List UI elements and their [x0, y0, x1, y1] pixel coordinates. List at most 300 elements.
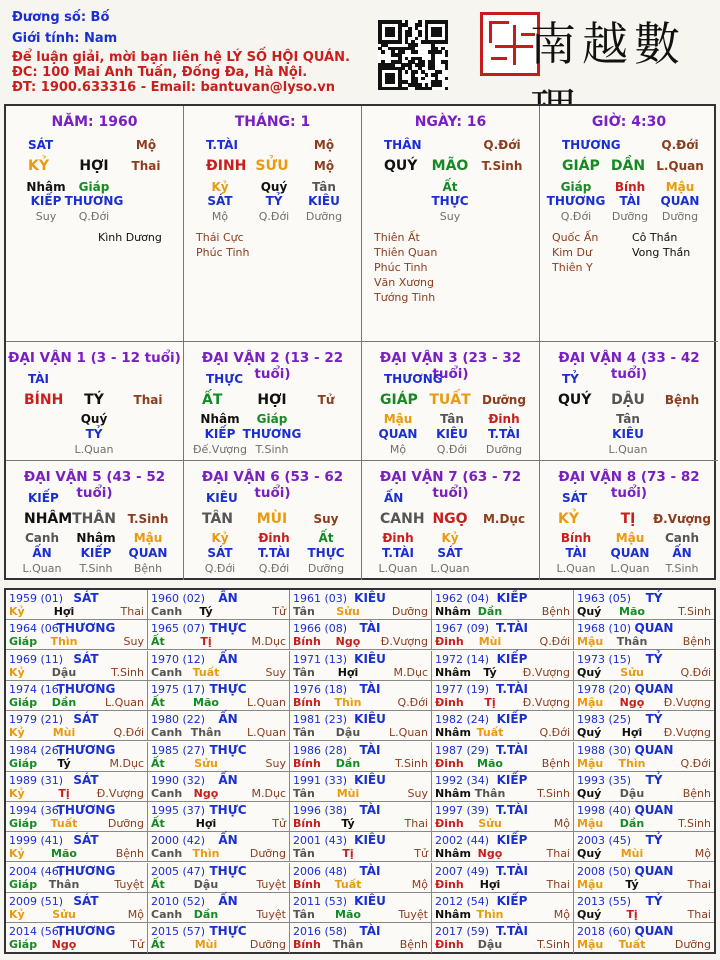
year-cell [148, 832, 290, 862]
year-label: 2011 (53) [293, 895, 348, 908]
hidden-stem: Nhâm [200, 412, 240, 426]
year-stage: Q.Đới [539, 635, 570, 649]
year-cell [432, 863, 574, 893]
year-chi: Mùi [620, 847, 644, 861]
year-chi: Mão [477, 756, 503, 770]
hidden-god: KIẾP [80, 546, 112, 560]
year-chi: Tý [483, 665, 497, 679]
year-cell [290, 651, 432, 681]
hidden-stage: T.Sinh [255, 443, 289, 456]
star-item: Vong Thần [632, 246, 691, 259]
pillar-title: THÁNG: 1 [234, 114, 311, 130]
hidden-stem: Mậu [383, 412, 413, 426]
four-pillars-grid [4, 104, 716, 580]
year-can: Mậu [577, 756, 604, 770]
year-chi: Tý [625, 877, 639, 891]
year-god: T.TÀI [496, 681, 528, 696]
dai-van-can: QUÝ [558, 392, 592, 408]
year-can: Nhâm [435, 786, 471, 800]
year-label: 2008 (50) [577, 864, 632, 878]
year-god: ẤN [218, 712, 238, 727]
year-label: 1993 (35) [577, 773, 632, 787]
year-cell [6, 923, 148, 953]
year-label: 1980 (22) [151, 713, 206, 727]
year-label: 1961 (03) [293, 592, 348, 605]
year-chi: Dậu [477, 938, 503, 952]
hidden-stem: Quý [80, 412, 108, 426]
hidden-stage: L.Quan [22, 562, 62, 575]
year-chi: Tuất [618, 938, 646, 952]
year-chi: Thìn [50, 635, 78, 649]
year-chi: Tị [200, 635, 212, 649]
year-can: Nhâm [435, 605, 471, 618]
hidden-stem: Canh [665, 531, 699, 545]
year-label: 1996 (38) [293, 804, 348, 818]
year-god: KIÊU [354, 833, 386, 848]
year-label: 2006 (48) [293, 864, 348, 878]
pillar-can: ĐINH [206, 158, 247, 174]
star-item: Văn Xương [374, 276, 434, 289]
year-can: Quý [577, 726, 602, 740]
year-chi: Tý [199, 605, 213, 618]
year-god: SÁT [73, 651, 99, 666]
year-label: 1974 (16) [9, 682, 64, 696]
year-chi: Hợi [195, 817, 217, 831]
star-item: Thiên Y [552, 261, 593, 274]
dai-van-chi: NGỌ [432, 511, 468, 527]
year-chi: Thìn [192, 847, 220, 861]
year-chi: Ngọ [193, 786, 219, 800]
year-chi: Hợi [53, 605, 75, 618]
year-label: 1998 (40) [577, 804, 632, 818]
year-chi: Tị [484, 695, 496, 709]
hidden-god: QUAN [378, 427, 418, 441]
year-god: THƯƠNG [56, 742, 116, 757]
year-stage: Bệnh [682, 635, 711, 649]
year-stage: Tuyệt [256, 908, 286, 921]
year-can: Giáp [9, 938, 38, 952]
year-stage: Tử [272, 817, 286, 831]
year-cell [574, 651, 714, 681]
year-stage: Dưỡng [391, 605, 428, 618]
year-can: Ất [151, 817, 165, 831]
year-can: Nhâm [435, 726, 471, 740]
year-stage: Q.Đới [680, 665, 711, 679]
year-label: 1967 (09) [435, 622, 490, 636]
dai-van-chi: TỊ [620, 511, 636, 527]
year-can: Quý [577, 786, 602, 800]
year-god: ẤN [218, 833, 238, 848]
dai-van-stage: Thai [133, 393, 163, 407]
hidden-stem: Đinh [488, 412, 520, 426]
year-label: 2015 (57) [151, 925, 206, 939]
year-god: TỶ [645, 833, 663, 848]
year-stage: Đ.Vượng [663, 726, 711, 740]
year-can: Đinh [435, 695, 464, 709]
hidden-stem: Đinh [382, 531, 414, 545]
year-god: T.TÀI [496, 924, 528, 939]
hidden-stem: Quý [260, 180, 288, 194]
year-cell [574, 893, 714, 923]
hidden-god: THƯƠNG [546, 194, 606, 208]
dai-van-stage: M.Dục [482, 512, 526, 526]
dai-van-title: ĐẠI VẬN 7 (63 - 72 tuổi) [379, 469, 522, 501]
year-can: Kỷ [9, 605, 25, 618]
year-can: Mậu [577, 695, 604, 709]
hidden-stage: Q.Đới [78, 210, 110, 223]
year-god: QUAN [634, 621, 674, 636]
pillar-chi-extra: T.Sinh [481, 159, 523, 173]
year-chi: Mão [619, 605, 645, 618]
dai-van-can: GIÁP [380, 392, 418, 408]
year-can: Kỷ [9, 786, 25, 800]
year-can: Kỷ [9, 847, 25, 861]
year-label: 1986 (28) [293, 743, 348, 757]
year-label: 1973 (15) [577, 652, 632, 666]
year-chi: Tị [58, 786, 70, 800]
year-chi: Dậu [193, 877, 219, 891]
pillar-chi: MÃO [431, 158, 469, 174]
dai-van-stage: Đ.Vượng [653, 512, 711, 526]
year-god: THỰC [209, 681, 247, 696]
year-god: KIẾP [496, 651, 528, 666]
year-stage: Suy [407, 786, 428, 800]
year-can: Tân [293, 726, 315, 740]
year-stage: T.Sinh [537, 786, 570, 800]
hidden-stem: Ất [318, 531, 334, 545]
hidden-stage: Suy [439, 210, 461, 223]
year-cell [6, 863, 148, 893]
year-label: 1979 (21) [9, 713, 64, 727]
year-cell [6, 742, 148, 772]
hidden-stem: Tân [616, 412, 640, 426]
year-stage: Thai [404, 817, 428, 831]
year-chi: Sửu [620, 665, 644, 679]
year-god: THỰC [209, 803, 247, 818]
hidden-god: ẤN [32, 546, 52, 560]
hidden-god: THƯƠNG [64, 194, 124, 208]
year-label: 1977 (19) [435, 682, 490, 696]
hidden-stage: Mộ [211, 210, 229, 223]
dai-van-stage: Dưỡng [482, 393, 526, 407]
year-stage: Dưỡng [249, 938, 286, 952]
dai-van-chi: THÂN [72, 511, 116, 527]
hidden-stem: Bính [560, 531, 592, 545]
year-chi: Tuất [192, 665, 220, 679]
hidden-god: KIẾP [204, 427, 236, 441]
hidden-stem: Ất [442, 180, 458, 194]
year-cell [432, 893, 574, 923]
year-can: Quý [577, 665, 602, 679]
year-cell [574, 832, 714, 862]
year-god: THƯƠNG [56, 621, 116, 636]
year-label: 2002 (44) [435, 834, 490, 848]
hidden-stage: L.Quan [608, 443, 648, 456]
year-god: TÀI [359, 924, 381, 939]
year-can: Giáp [9, 695, 38, 709]
star-item: Tướng Tinh [374, 291, 436, 304]
hidden-god: T.TÀI [258, 546, 290, 560]
year-god: TỶ [645, 591, 663, 605]
hidden-stage: T.Sinh [79, 562, 113, 575]
year-label: 2010 (52) [151, 895, 206, 908]
dai-van-stage: Suy [313, 512, 339, 526]
year-god: TỶ [645, 894, 663, 908]
year-cell [6, 681, 148, 711]
year-label: 2007 (49) [435, 864, 490, 878]
dai-van-title: ĐẠI VẬN 6 (53 - 62 tuổi) [201, 469, 344, 501]
year-god: KIÊU [354, 591, 386, 605]
star-item: Kình Dương [98, 231, 162, 244]
year-can: Quý [577, 605, 602, 618]
year-can: Bính [293, 938, 321, 952]
hidden-stage: Q.Đới [436, 443, 468, 456]
year-cell [432, 590, 574, 620]
year-cell [432, 620, 574, 650]
dai-van-stage: T.Sinh [127, 512, 169, 526]
year-stage: Bệnh [541, 756, 570, 770]
year-god: KIÊU [354, 894, 386, 908]
dai-van-1 [6, 342, 184, 461]
year-cell [432, 923, 574, 953]
year-label: 1966 (08) [293, 622, 348, 636]
year-cell [148, 802, 290, 832]
contact-notice: Để luận giải, mời bạn liên hệ LÝ SỐ HỘI QUÁN. [12, 50, 350, 65]
hidden-stem: Tân [440, 412, 464, 426]
year-cell [574, 620, 714, 650]
dai-van-god: THƯƠNG [384, 372, 443, 386]
dai-van-title: ĐẠI VẬN 8 (73 - 82 tuổi) [558, 469, 700, 501]
year-can: Giáp [9, 877, 38, 891]
hidden-god: TÀI [619, 194, 641, 208]
star-item: Phúc Tinh [374, 261, 428, 274]
pillar-god-left: SÁT [28, 138, 54, 152]
year-chi: Thân [616, 635, 648, 649]
year-cell [432, 772, 574, 802]
pillar-title: GIỜ: 4:30 [591, 114, 667, 130]
year-chi: Hợi [621, 726, 643, 740]
year-chi: Dần [477, 605, 503, 618]
pillar-3 [362, 106, 540, 342]
year-stage: Đ.Vượng [522, 665, 570, 679]
dai-van-god: KIÊU [206, 491, 238, 505]
year-can: Đinh [435, 756, 464, 770]
year-stage: Mộ [553, 908, 570, 921]
year-stage: Q.Đới [539, 726, 570, 740]
year-chi: Tý [341, 817, 355, 831]
dai-van-title: ĐẠI VẬN 2 (13 - 22 tuổi) [201, 350, 344, 382]
year-chi: Tuất [50, 817, 78, 831]
year-cell [290, 711, 432, 741]
dai-van-can: CANH [380, 511, 425, 527]
dai-van-god: THỰC [206, 372, 244, 386]
pillar-god-left: THÂN [384, 138, 422, 152]
hidden-stem: Giáp [560, 180, 592, 194]
year-label: 2012 (54) [435, 895, 490, 908]
hidden-god: KIẾP [30, 194, 62, 208]
year-stage: M.Dục [251, 635, 286, 649]
year-cell [148, 742, 290, 772]
year-god: ẤN [218, 591, 238, 605]
year-cell [290, 923, 432, 953]
year-can: Giáp [9, 756, 38, 770]
year-label: 1992 (34) [435, 773, 490, 787]
year-god: SÁT [73, 833, 99, 848]
year-label: 2018 (60) [577, 925, 632, 939]
pillar-god-left: T.TÀI [206, 138, 238, 152]
year-stage: Dưỡng [107, 817, 144, 831]
year-label: 1995 (37) [151, 804, 206, 818]
year-chi: Dần [335, 756, 361, 770]
phone-email: ĐT: 1900.633316 - Email: bantuvan@lyso.vn [12, 80, 336, 95]
brand-logo: 南越數 [530, 17, 686, 71]
year-stage: Q.Đới [113, 726, 144, 740]
pillar-god-right: Q.Đới [483, 138, 521, 152]
year-god: SÁT [73, 591, 99, 605]
year-can: Ất [151, 635, 165, 649]
year-stage: T.Sinh [395, 756, 428, 770]
year-cell [148, 893, 290, 923]
subject-name: Đương số: Bố [12, 10, 110, 25]
year-can: Nhâm [435, 908, 471, 921]
year-god: QUAN [634, 681, 674, 696]
year-god: QUAN [634, 863, 674, 878]
dai-van-god: ẤN [384, 491, 404, 505]
year-stage: Tử [272, 605, 286, 618]
hidden-stage: L.Quan [74, 443, 114, 456]
annual-years-grid [4, 588, 716, 954]
hidden-stem: Tân [312, 180, 336, 194]
year-stage: T.Sinh [537, 938, 570, 952]
year-cell [6, 832, 148, 862]
hidden-god: QUAN [610, 546, 650, 560]
hidden-stem: Mậu [665, 180, 695, 194]
year-can: Quý [577, 847, 602, 861]
hidden-god: QUAN [128, 546, 168, 560]
year-can: Kỷ [9, 665, 25, 679]
hidden-god: THỰC [431, 194, 469, 208]
year-cell [432, 681, 574, 711]
year-god: QUAN [634, 742, 674, 757]
year-label: 1982 (24) [435, 713, 490, 727]
hidden-stage: L.Quan [610, 562, 650, 575]
year-chi: Mùi [194, 938, 218, 952]
year-can: Canh [151, 847, 183, 861]
year-god: KIẾP [496, 712, 528, 727]
pillar-title: NĂM: 1960 [51, 114, 138, 130]
year-cell [148, 772, 290, 802]
star-item: Thái Cực [196, 231, 244, 244]
year-label: 1983 (25) [577, 713, 632, 727]
year-god: ẤN [218, 894, 238, 908]
year-stage: Mộ [694, 847, 711, 861]
year-cell [574, 711, 714, 741]
year-chi: Ngọ [335, 635, 361, 649]
hidden-stage: Q.Đới [258, 210, 290, 223]
year-chi: Mùi [52, 726, 76, 740]
year-stage: Suy [123, 635, 144, 649]
year-chi: Mão [193, 695, 219, 709]
year-god: T.TÀI [496, 621, 528, 636]
year-label: 1970 (12) [151, 652, 206, 666]
hidden-stem: Giáp [78, 180, 110, 194]
year-label: 1965 (07) [151, 622, 206, 636]
year-cell [290, 742, 432, 772]
dai-van-6 [184, 461, 362, 580]
year-chi: Sửu [52, 908, 76, 921]
year-cell [148, 863, 290, 893]
year-label: 2000 (42) [151, 834, 206, 848]
hidden-stage: Dưỡng [305, 210, 343, 223]
year-god: KIÊU [354, 712, 386, 727]
year-label: 1989 (31) [9, 773, 64, 787]
year-cell [148, 651, 290, 681]
year-label: 1959 (01) [9, 592, 64, 605]
year-stage: Thai [546, 847, 570, 861]
year-label: 1976 (18) [293, 682, 348, 696]
year-label: 2014 (56) [9, 925, 64, 939]
year-label: 2001 (43) [293, 834, 348, 848]
dai-van-2 [184, 342, 362, 461]
year-label: 1999 (41) [9, 834, 64, 848]
hidden-stem: Bính [614, 180, 646, 194]
year-label: 1988 (30) [577, 743, 632, 757]
year-label: 1990 (32) [151, 773, 206, 787]
dai-van-chi: TÝ [84, 392, 104, 408]
year-cell [574, 590, 714, 620]
year-chi: Dậu [51, 665, 77, 679]
pillar-title: NGÀY: 16 [414, 114, 487, 130]
year-stage: Tử [414, 847, 428, 861]
year-cell [290, 802, 432, 832]
year-cell [574, 863, 714, 893]
year-cell [574, 772, 714, 802]
year-label: 2004 (46) [9, 864, 64, 878]
year-cell [148, 590, 290, 620]
year-chi: Sửu [478, 817, 502, 831]
hidden-stem: Kỷ [441, 531, 459, 545]
year-label: 1991 (33) [293, 773, 348, 787]
year-cell [6, 620, 148, 650]
hidden-stem: Nhâm [26, 180, 66, 194]
year-chi: Thân [474, 786, 506, 800]
hidden-god: TỶ [265, 194, 283, 208]
year-stage: Tuyệt [114, 877, 144, 891]
pillar-chi-extra: Thai [131, 159, 161, 173]
year-label: 2013 (55) [577, 895, 632, 908]
year-label: 1987 (29) [435, 743, 490, 757]
year-stage: T.Sinh [111, 665, 144, 679]
year-stage: T.Sinh [678, 605, 711, 618]
dai-van-god: KIẾP [28, 491, 59, 505]
year-can: Canh [151, 665, 183, 679]
year-god: KIÊU [354, 772, 386, 787]
year-stage: Thai [687, 877, 711, 891]
hidden-god: THỰC [307, 546, 345, 560]
year-cell [148, 620, 290, 650]
year-chi: Tị [626, 908, 638, 921]
header [0, 0, 720, 100]
year-chi: Tị [342, 847, 354, 861]
hidden-god: SÁT [437, 546, 463, 560]
pillar-can: GIÁP [562, 158, 600, 174]
year-god: T.TÀI [496, 742, 528, 757]
year-stage: Đ.Vượng [663, 695, 711, 709]
year-can: Bính [293, 877, 321, 891]
year-chi: Thân [48, 877, 80, 891]
hidden-stage: Dưỡng [661, 210, 699, 223]
dai-van-god: TỶ [562, 372, 579, 386]
